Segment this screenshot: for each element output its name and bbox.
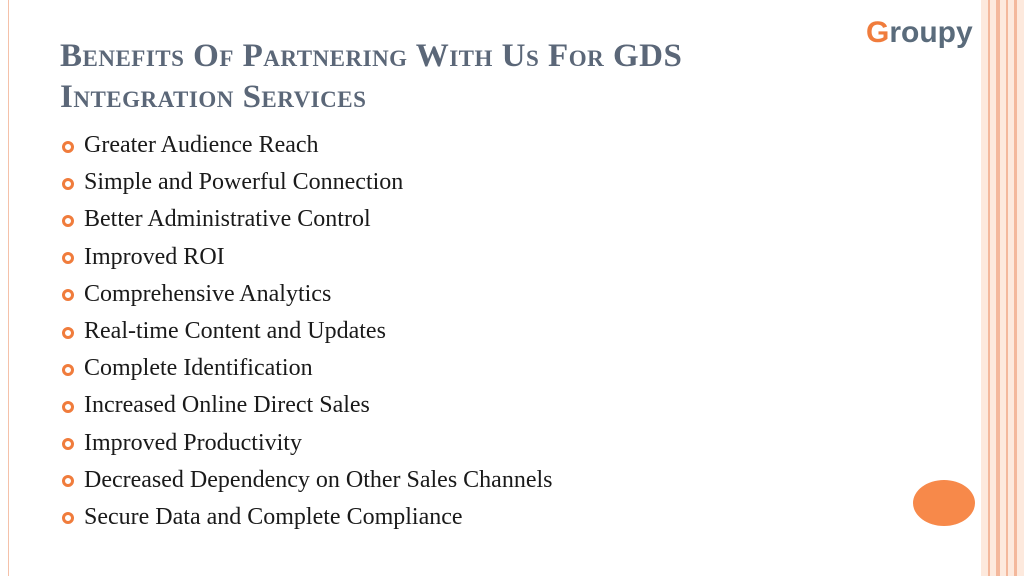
bullet-item [62,164,553,201]
bullet-circle-icon [62,512,74,524]
slide-title: Benefits Of Partnering With Us For GDS Integration Services [60,38,683,115]
right-border-line [1014,0,1017,576]
bullet-item [62,425,553,462]
bullet-list [62,127,553,536]
decorative-orange-circle [913,480,975,526]
bullet-text: Complete Identification [84,355,313,382]
logo-letter-g: G [866,16,890,49]
bullet-circle-icon [62,327,74,339]
bullet-item [62,201,553,238]
right-border-line [996,0,1000,576]
bullet-item [62,276,553,313]
bullet-item [62,127,553,164]
bullet-circle-icon [62,178,74,190]
bullet-text: Comprehensive Analytics [84,280,332,307]
left-border-line [8,0,9,576]
right-border-line [1006,0,1008,576]
bullet-text: Real-time Content and Updates [84,318,386,345]
bullet-text: Improved Productivity [84,429,302,456]
bullet-text: Improved ROI [84,243,225,270]
bullet-text: Greater Audience Reach [84,132,319,159]
bullet-text: Secure Data and Complete Compliance [84,503,463,530]
bullet-text: Better Administrative Control [84,206,371,233]
bullet-circle-icon [62,475,74,487]
bullet-item [62,499,553,536]
bullet-item [62,350,553,387]
bullet-item [62,387,553,424]
bullet-text: Simple and Powerful Connection [84,169,404,196]
logo-text: roupy [889,16,973,49]
bullet-circle-icon [62,252,74,264]
groupy-logo [866,16,973,50]
bullet-circle-icon [62,364,74,376]
bullet-circle-icon [62,438,74,450]
bullet-text: Increased Online Direct Sales [84,392,370,419]
bullet-item [62,462,553,499]
right-border-line [988,0,990,576]
bullet-circle-icon [62,401,74,413]
bullet-circle-icon [62,215,74,227]
bullet-text: Decreased Dependency on Other Sales Channels [84,466,553,493]
bullet-circle-icon [62,289,74,301]
bullet-item [62,313,553,350]
bullet-circle-icon [62,141,74,153]
bullet-item [62,239,553,276]
